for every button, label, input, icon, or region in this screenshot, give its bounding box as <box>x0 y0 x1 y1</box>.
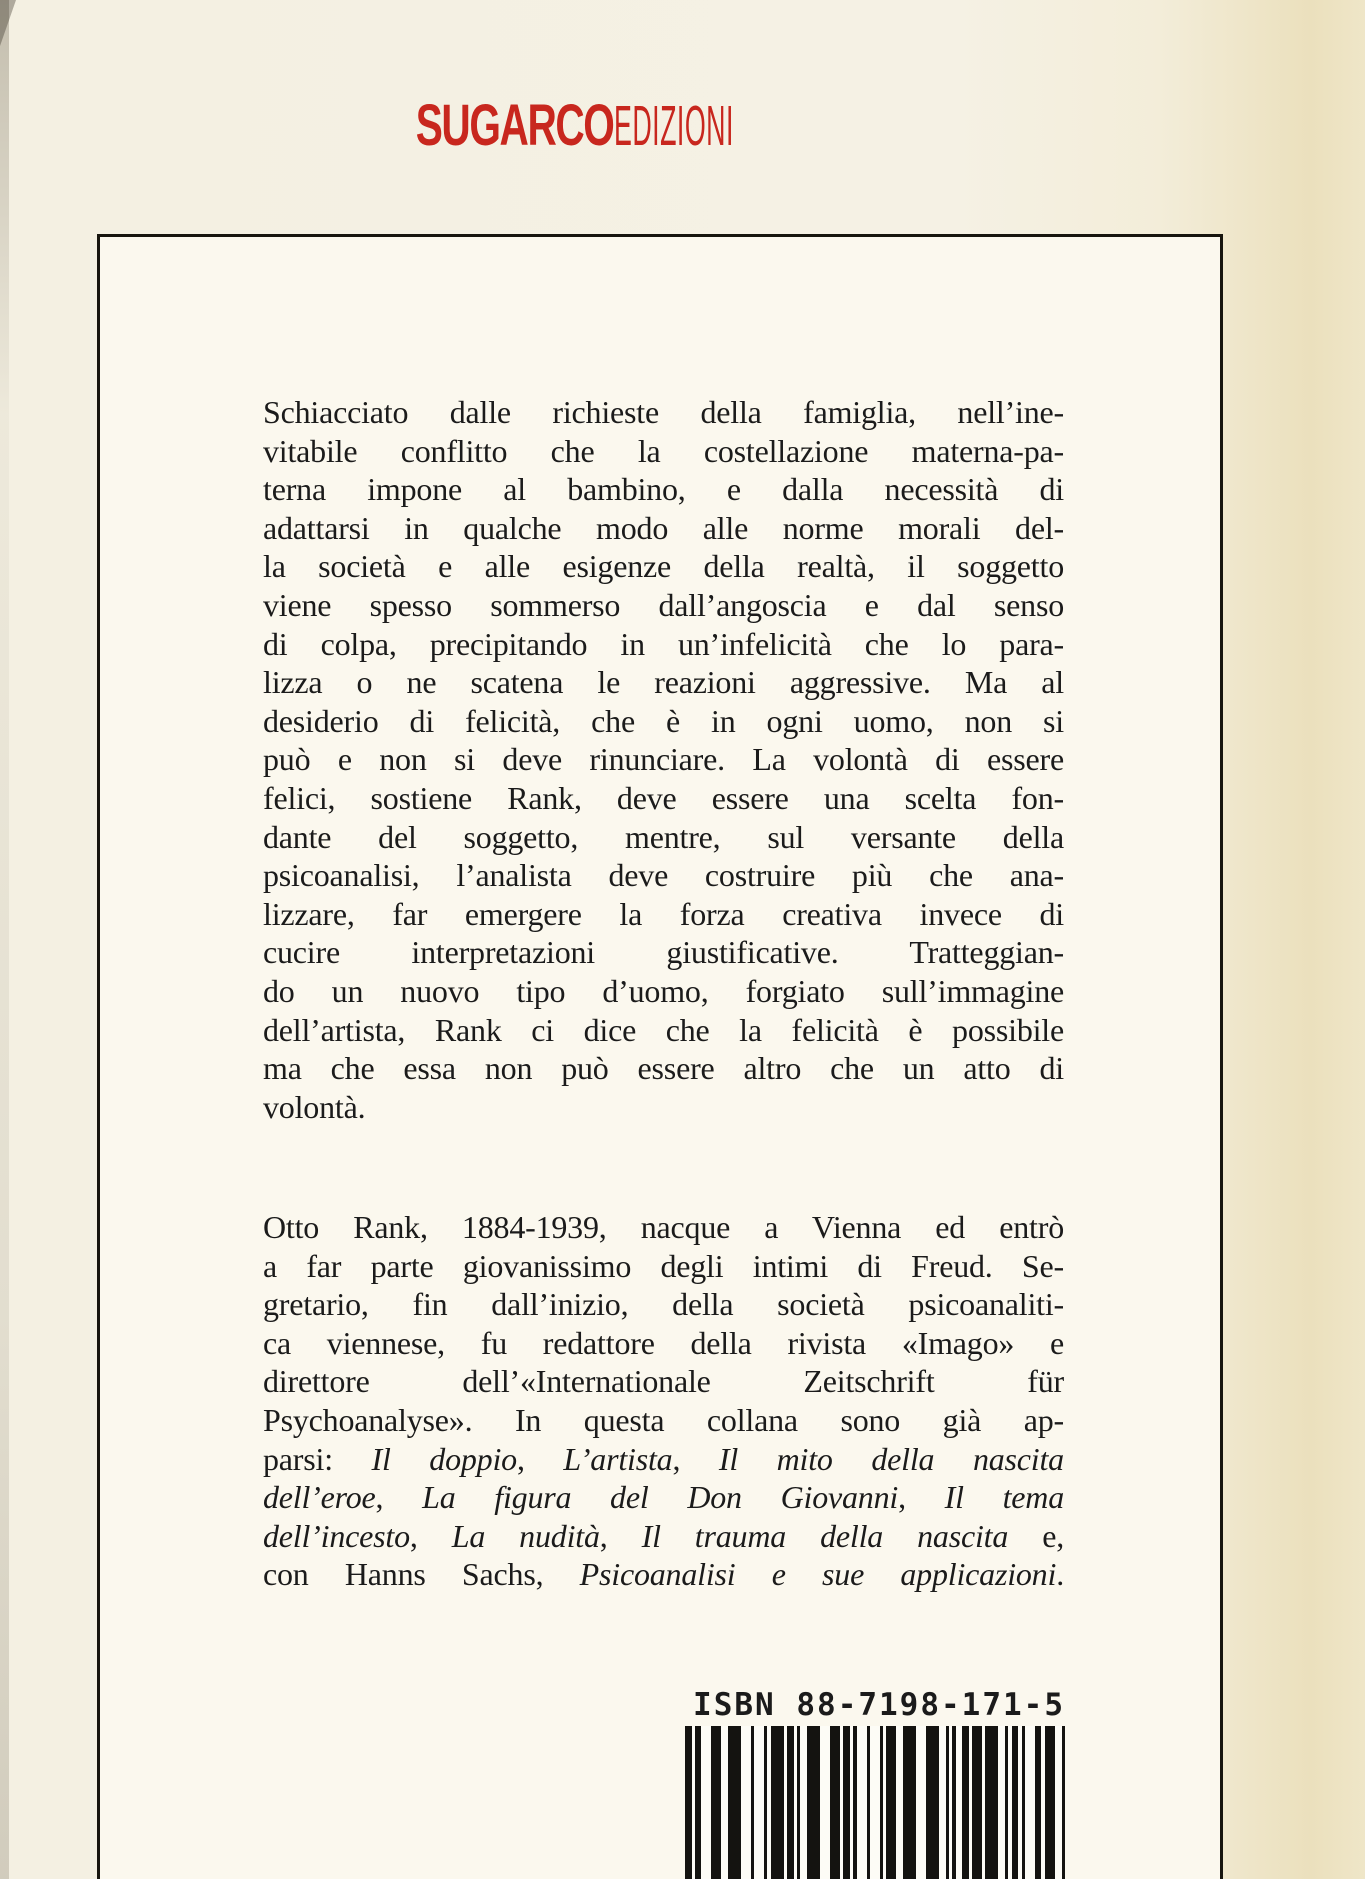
barcode-bar <box>787 1726 794 1879</box>
barcode-bar <box>764 1726 767 1879</box>
barcode-bar <box>830 1726 840 1879</box>
barcode-bar <box>695 1726 702 1879</box>
text-line: Otto Rank, 1884-1939, nacque a Vienna ed entrò <box>263 1209 1064 1245</box>
text-line: psicoanalisi, l’analista deve costruire più che ana- <box>263 857 1064 894</box>
barcode-bar <box>1045 1726 1055 1879</box>
text-line: lizzare, far emergere la forza creativa invece di <box>263 895 1064 932</box>
bio-paragraph <box>263 1208 1064 1594</box>
barcode-bar <box>985 1726 998 1879</box>
photo-edge-shadow <box>0 0 9 1879</box>
barcode-bar <box>751 1726 754 1879</box>
barcode-bar <box>771 1726 784 1879</box>
barcode-bar <box>711 1726 721 1879</box>
barcode-bar <box>807 1726 820 1879</box>
photo-corner-shadow <box>0 0 16 46</box>
barcode-bar <box>853 1726 856 1879</box>
barcode-bar <box>797 1726 800 1879</box>
text-line: desiderio di felicità, che è in ogni uomo, non si <box>263 702 1064 739</box>
blurb-paragraph <box>263 393 1064 1126</box>
text-line: ca viennese, fu redattore della rivista «Imago» e <box>263 1324 1064 1361</box>
logo-sugarco-text: SUGARCO <box>415 93 614 158</box>
text-line: viene spesso sommerso dall’angoscia e dal senso <box>263 586 1064 623</box>
text-line: Psychoanalyse». In questa collana sono già ap- <box>263 1401 1064 1438</box>
text-line: direttore dell’«Internationale Zeitschrift für <box>263 1363 1064 1400</box>
text-line: dante del soggetto, mentre, sul versante della <box>263 818 1064 855</box>
barcode-bar <box>880 1726 883 1879</box>
barcode-bar <box>962 1726 969 1879</box>
text-line: ma che essa non può essere altro che un atto di <box>263 1050 1064 1087</box>
barcode-bar <box>886 1726 896 1879</box>
publisher-logo <box>0 92 1200 159</box>
barcode-bar <box>867 1726 870 1879</box>
text-line: felici, sostiene Rank, deve essere una scelta fon- <box>263 779 1064 816</box>
text-line: gretario, fin dall’inizio, della società psicoanaliti- <box>263 1286 1064 1323</box>
barcode-bar <box>1005 1726 1008 1879</box>
text-line: la società e alle esigenze della realtà, il soggetto <box>263 548 1064 585</box>
text-line: volontà. <box>263 1088 366 1125</box>
barcode-bar <box>972 1726 982 1879</box>
barcode-bar <box>1035 1726 1042 1879</box>
text-line: parsi: Il doppio, L’artista, Il mito della nascita <box>263 1440 1064 1477</box>
barcode-bar <box>926 1726 939 1879</box>
text-line: dell’incesto, La nudità, Il trauma della nascita e, <box>263 1517 1064 1554</box>
text-line: a far parte giovanissimo degli intimi di Freud. Se- <box>263 1247 1064 1284</box>
barcode-bar <box>843 1726 850 1879</box>
barcode-bar <box>903 1726 916 1879</box>
barcode-bar <box>1062 1726 1065 1879</box>
barcode-bar <box>946 1726 949 1879</box>
text-line: adattarsi in qualche modo alle norme morali del- <box>263 509 1064 546</box>
text-line: lizza o ne scatena le reazioni aggressive. Ma al <box>263 664 1064 701</box>
barcode-bar <box>685 1726 692 1879</box>
barcode-bar <box>728 1726 741 1879</box>
isbn-barcode <box>685 1726 1065 1879</box>
text-line: dell’eroe, La figura del Don Giovanni, Il tema <box>263 1479 1064 1516</box>
text-line: di colpa, precipitando in un’infelicità che lo para- <box>263 625 1064 662</box>
text-line: vitabile conflitto che la costellazione materna-pa- <box>263 432 1064 469</box>
cover-frame <box>97 234 1223 1879</box>
barcode-bar <box>1022 1726 1025 1879</box>
logo-edizioni-text: EDIZIONI <box>613 94 734 158</box>
isbn-label: ISBN 88-7198-171-5 <box>693 1687 1065 1723</box>
text-line: terna impone al bambino, e dalla necessità di <box>263 471 1064 508</box>
text-line: con Hanns Sachs, Psicoanalisi e sue applicazioni. <box>263 1556 1064 1593</box>
barcode-bar <box>1012 1726 1019 1879</box>
text-line: do un nuovo tipo d’uomo, forgiato sull’immagine <box>263 972 1064 1009</box>
text-line: può e non si deve rinunciare. La volontà di essere <box>263 741 1064 778</box>
text-line: cucire interpretazioni giustificative. Tratteggian- <box>263 934 1064 971</box>
text-line: dell’artista, Rank ci dice che la felicità è possibile <box>263 1011 1064 1048</box>
text-line: Schiacciato dalle richieste della famiglia, nell’ine- <box>263 394 1064 430</box>
barcode-bar <box>952 1726 955 1879</box>
